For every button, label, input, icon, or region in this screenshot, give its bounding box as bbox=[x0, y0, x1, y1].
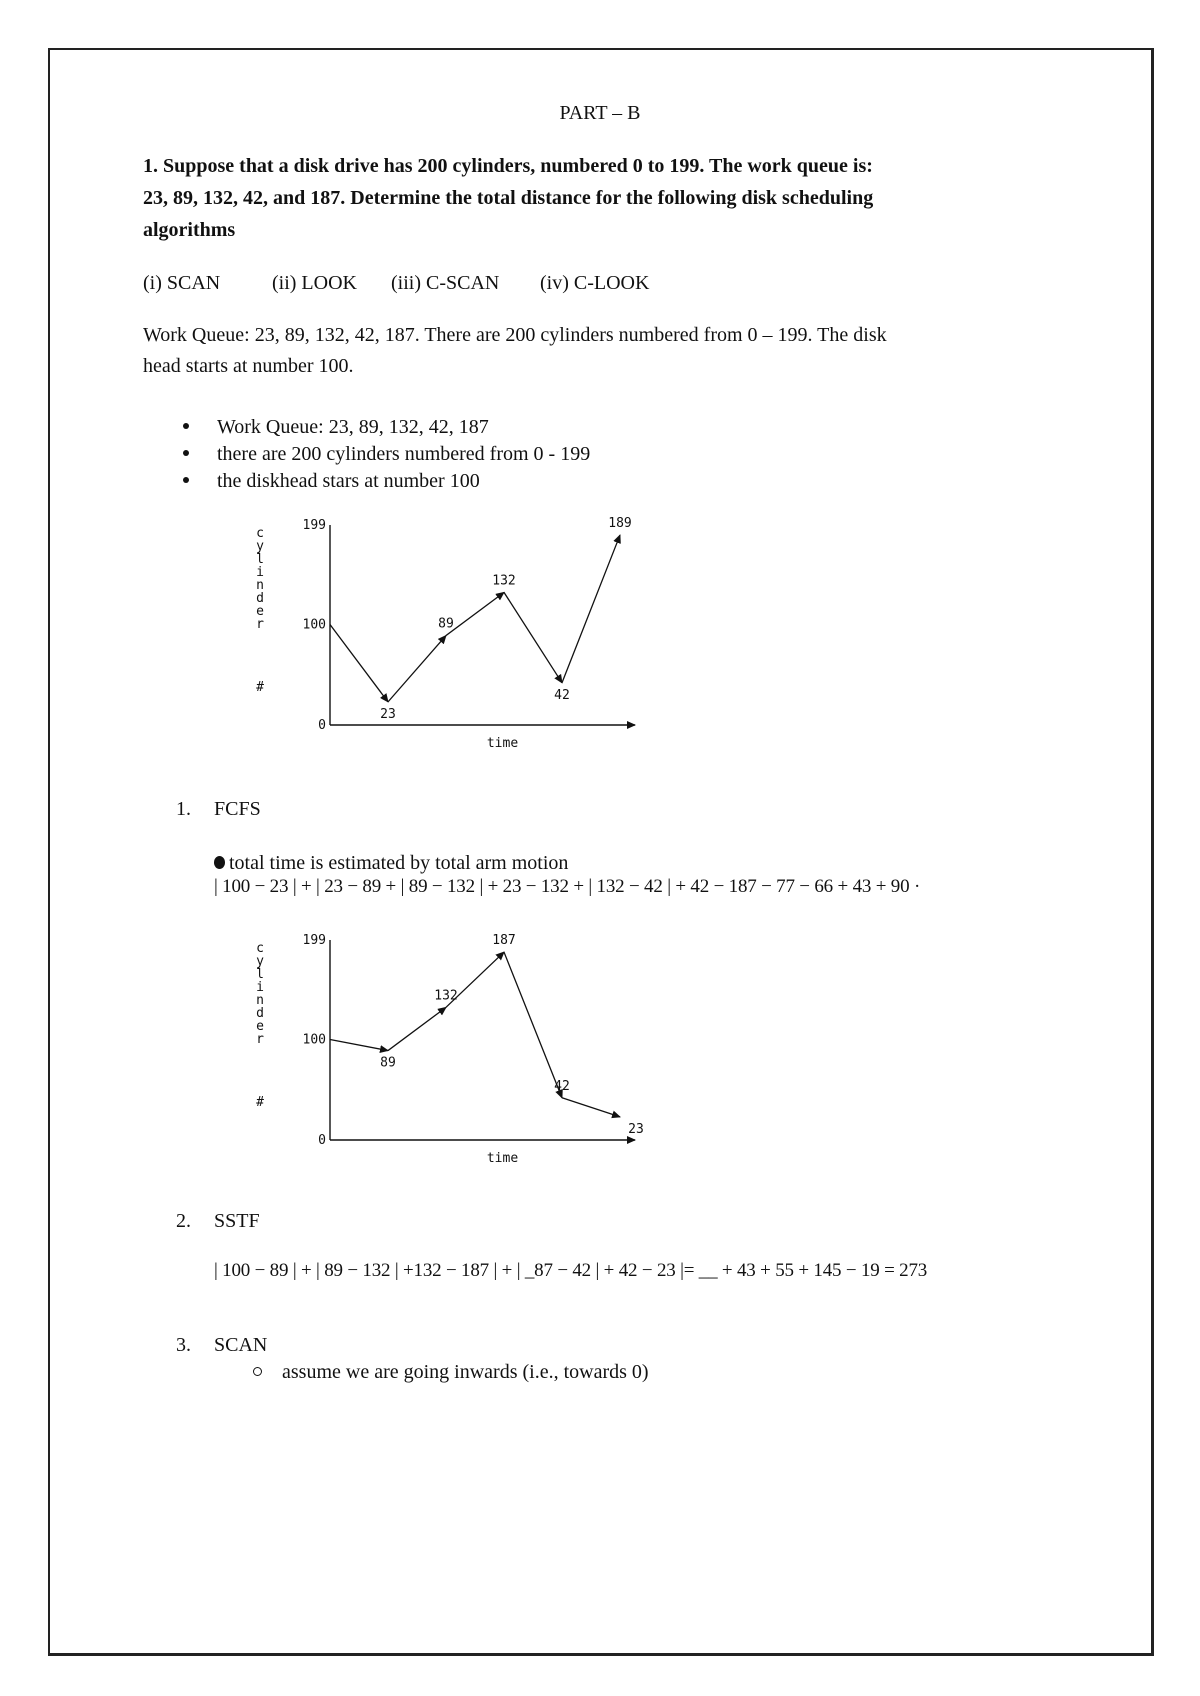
data-segment bbox=[562, 1098, 620, 1117]
bullet-dot bbox=[214, 856, 225, 869]
data-segment bbox=[504, 952, 562, 1098]
bullet-item bbox=[183, 470, 480, 493]
bullet-text: Work Queue: 23, 89, 132, 42, 187 bbox=[217, 416, 489, 438]
y-axis-label-char: n bbox=[256, 993, 264, 1008]
y-tick-label: 199 bbox=[302, 933, 326, 948]
data-point-label: 89 bbox=[380, 1055, 396, 1071]
bullet-item bbox=[183, 416, 489, 439]
y-axis-label-char: y bbox=[256, 954, 264, 969]
x-axis-label: time bbox=[486, 736, 519, 751]
y-axis-label-char: # bbox=[256, 1095, 264, 1110]
data-point-label: 187 bbox=[492, 933, 516, 949]
section-label: SSTF bbox=[214, 1210, 260, 1232]
question-line-1: 1. Suppose that a disk drive has 200 cylinders, numbered 0 to 199. The work queue is: bbox=[143, 155, 873, 177]
bullet-text: there are 200 cylinders numbered from 0 - 199 bbox=[217, 443, 591, 465]
section-scan bbox=[176, 1334, 267, 1357]
data-segment bbox=[330, 1039, 388, 1050]
data-point-label: 23 bbox=[628, 1121, 644, 1137]
bullet-dot bbox=[183, 450, 189, 456]
bullet-text: the diskhead stars at number 100 bbox=[217, 470, 480, 492]
data-point-label: 89 bbox=[438, 616, 454, 632]
y-axis-label-char: y bbox=[256, 539, 264, 554]
data-point-label: 42 bbox=[554, 1078, 570, 1094]
y-axis-label-char: r bbox=[256, 617, 264, 632]
y-axis-label-char: d bbox=[256, 1006, 264, 1021]
option-c-look: (iv) C-LOOK bbox=[540, 272, 650, 294]
y-axis-label-char: i bbox=[256, 565, 264, 580]
section-label: FCFS bbox=[214, 798, 261, 820]
y-tick-label: 100 bbox=[302, 617, 326, 633]
y-axis-label-char: n bbox=[256, 578, 264, 593]
section-number: 2. bbox=[176, 1210, 191, 1232]
y-axis-label-char: e bbox=[256, 604, 264, 619]
fcfs-note-text: total time is estimated by total arm motion bbox=[229, 852, 569, 874]
sstf-formula: | 100 − 89 | + | 89 − 132 | +132 − 187 | + | _87 − 42 | + 42 − 23 |= __ + 43 + 55 + 145 − 19 = 273 bbox=[214, 1260, 928, 1281]
y-tick-label: 0 bbox=[318, 1133, 326, 1148]
data-point-label: 132 bbox=[492, 573, 516, 589]
y-tick-label: 0 bbox=[318, 718, 326, 733]
fcfs-chart bbox=[256, 515, 700, 825]
scan-sub-text: assume we are going inwards (i.e., towards 0) bbox=[282, 1361, 649, 1383]
option-look: (ii) LOOK bbox=[272, 272, 357, 294]
intro-line-2: head starts at number 100. bbox=[143, 355, 354, 377]
data-segment bbox=[446, 592, 504, 635]
fcfs-note bbox=[214, 852, 568, 875]
bullet-dot bbox=[183, 477, 189, 483]
data-point-label: 42 bbox=[554, 687, 570, 703]
section-fcfs bbox=[176, 798, 261, 821]
intro-line-1: Work Queue: 23, 89, 132, 42, 187. There are 200 cylinders numbered from 0 – 199. The disk bbox=[143, 324, 887, 346]
y-axis-label-char: l bbox=[256, 967, 264, 982]
section-sstf bbox=[176, 1210, 260, 1233]
data-point-label: 132 bbox=[434, 988, 458, 1004]
data-point-label: 23 bbox=[380, 706, 396, 722]
circle-bullet-icon bbox=[253, 1367, 262, 1376]
data-segment bbox=[388, 1007, 446, 1050]
section-number: 3. bbox=[176, 1334, 191, 1356]
section-number: 1. bbox=[176, 798, 191, 820]
y-axis-label-char: e bbox=[256, 1019, 264, 1034]
bullet-dot bbox=[183, 423, 189, 429]
y-axis-label-char: c bbox=[256, 941, 264, 956]
option-scan: (i) SCAN bbox=[143, 272, 221, 294]
y-axis-label-char: c bbox=[256, 526, 264, 541]
y-axis-label-char: # bbox=[256, 680, 264, 695]
data-point-label: 189 bbox=[608, 516, 632, 532]
sstf-chart bbox=[256, 930, 700, 1240]
y-tick-label: 100 bbox=[302, 1032, 326, 1048]
bullet-item bbox=[183, 443, 590, 466]
y-axis-label-char: r bbox=[256, 1032, 264, 1047]
y-axis-label-char: i bbox=[256, 980, 264, 995]
y-tick-label: 199 bbox=[302, 518, 326, 533]
data-segment bbox=[330, 624, 388, 701]
y-axis-label-char: d bbox=[256, 591, 264, 606]
section-label: SCAN bbox=[214, 1334, 268, 1356]
page-heading: PART – B bbox=[559, 102, 641, 124]
question-line-2: 23, 89, 132, 42, and 187. Determine the total distance for the following disk scheduling bbox=[143, 187, 874, 209]
data-segment bbox=[504, 592, 562, 682]
scan-sub-item bbox=[253, 1361, 649, 1384]
data-segment bbox=[388, 636, 446, 702]
y-axis-label-char: l bbox=[256, 552, 264, 567]
fcfs-formula: | 100 − 23 | + | 23 − 89 + | 89 − 132 | + 23 − 132 + | 132 − 42 | + 42 − 187 − 77 − 66 + 43 + 90 · bbox=[214, 876, 921, 897]
data-segment bbox=[562, 535, 620, 683]
question-line-3: algorithms bbox=[143, 219, 236, 241]
option-c-scan: (iii) C-SCAN bbox=[391, 272, 500, 294]
x-axis-label: time bbox=[486, 1151, 519, 1166]
